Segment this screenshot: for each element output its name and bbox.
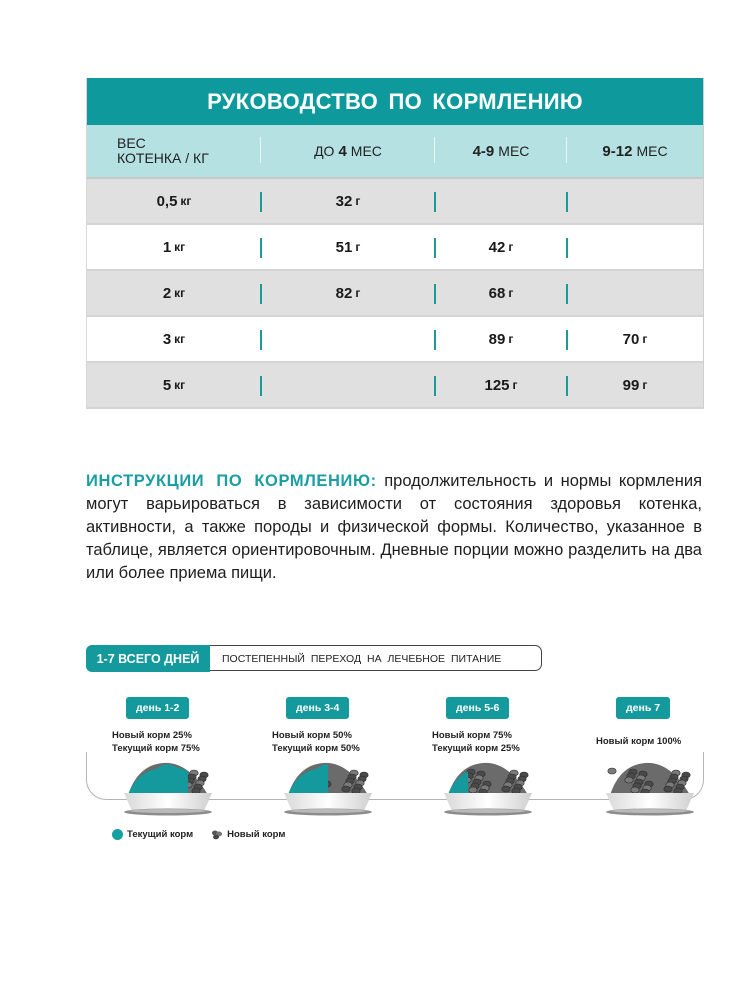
day-badge: день 5-6 (446, 697, 509, 719)
weight-cell (87, 271, 261, 315)
header-age-4-9 (435, 125, 567, 177)
cell-value: 32 (335, 192, 353, 210)
legend-current-label: Текущий корм (127, 829, 194, 840)
portion-4-9-cell (435, 271, 567, 315)
cell-unit: кг (174, 332, 186, 346)
portion-9-12-cell (567, 179, 703, 223)
header-num: 9-12 (602, 142, 633, 160)
cell-unit: г (512, 378, 518, 392)
cell-unit: кг (174, 286, 186, 300)
portion-up-to-4-cell (261, 363, 435, 407)
legend-new-label: Новый корм (227, 829, 286, 840)
cell-unit: г (508, 240, 514, 254)
cell-value: 5 (162, 376, 172, 394)
table-row (87, 179, 703, 225)
weight-cell (87, 179, 261, 223)
new-food-kibble-icon (211, 829, 223, 840)
food-bowl-icon (600, 749, 700, 817)
food-bowl-icon (118, 749, 218, 817)
portion-9-12-cell (567, 317, 703, 361)
weight-cell (87, 225, 261, 269)
total-days-badge: 1-7 ВСЕГО ДНЕЙ (86, 645, 210, 672)
cell-value: 99 (622, 376, 640, 394)
table-header-row (87, 125, 703, 179)
table-row (87, 317, 703, 363)
cell-value: 68 (488, 284, 506, 302)
current-food-ratio: Текущий корм 50% (272, 743, 360, 754)
portion-9-12-cell (567, 225, 703, 269)
cell-value: 1 (162, 238, 172, 256)
current-food-ratio: Текущий корм 75% (112, 743, 200, 754)
new-food-ratio: Новый корм 25% (112, 730, 192, 741)
header-age-up-to-4 (261, 125, 435, 177)
cell-unit: г (642, 378, 648, 392)
cell-value: 3 (162, 330, 172, 348)
table-title: РУКОВОДСТВО ПО КОРМЛЕНИЮ (87, 78, 703, 125)
cell-value: 42 (488, 238, 506, 256)
table-body (87, 179, 703, 409)
header-unit: МЕС (636, 143, 668, 159)
header-num: 4 (338, 142, 347, 160)
cell-unit: кг (174, 378, 186, 392)
day-badge: день 1-2 (126, 697, 189, 719)
header-weight (87, 125, 261, 177)
food-bowl-icon (438, 749, 538, 817)
header-num: 4-9 (472, 142, 495, 160)
cell-value: 70 (622, 330, 640, 348)
cell-value: 2 (162, 284, 172, 302)
cell-unit: г (355, 194, 361, 208)
cell-unit: кг (174, 240, 186, 254)
table-row (87, 271, 703, 317)
table-row (87, 225, 703, 271)
new-food-ratio: Новый корм 50% (272, 730, 352, 741)
header-unit: МЕС (350, 143, 382, 159)
instructions-text: продолжительность и нормы кормления могут варьироваться в зависимости от состояния здоровья котенка, активности, а также породы и физической формы. Количество, указанное в таблице, является ориентировочным. Дневные порции можно разделить на два или более приема пищи. (86, 472, 702, 582)
portion-9-12-cell (567, 363, 703, 407)
header-weight-line2: КОТЕНКА / КГ (117, 150, 209, 166)
cell-unit: кг (180, 194, 192, 208)
transition-title: ПОСТЕПЕННЫЙ ПЕРЕХОД НА ЛЕЧЕБНОЕ ПИТАНИЕ (222, 652, 502, 665)
current-food-ratio: Текущий корм 25% (432, 743, 520, 754)
instructions-lead: ИНСТРУКЦИИ ПО КОРМЛЕНИЮ: (86, 472, 377, 490)
feeding-instructions (86, 470, 702, 585)
weight-cell (87, 363, 261, 407)
cell-value: 82 (335, 284, 353, 302)
cell-unit: г (355, 240, 361, 254)
portion-up-to-4-cell (261, 225, 435, 269)
cell-unit: г (508, 286, 514, 300)
header-prefix: ДО (314, 143, 335, 159)
header-age-9-12 (567, 125, 703, 177)
cell-value: 51 (335, 238, 353, 256)
portion-9-12-cell (567, 271, 703, 315)
cell-value: 0,5 (156, 192, 178, 210)
header-weight-line1: ВЕС (117, 135, 146, 151)
cell-unit: г (355, 286, 361, 300)
feeding-guide-table (86, 78, 704, 409)
day-badge: день 3-4 (286, 697, 349, 719)
portion-up-to-4-cell (261, 179, 435, 223)
portion-4-9-cell (435, 363, 567, 407)
cell-unit: г (508, 332, 514, 346)
portion-up-to-4-cell (261, 271, 435, 315)
header-unit: МЕС (498, 143, 530, 159)
current-food-swatch-icon (112, 829, 123, 840)
cell-unit: г (642, 332, 648, 346)
table-row (87, 363, 703, 409)
portion-4-9-cell (435, 317, 567, 361)
day-badge: день 7 (616, 697, 670, 719)
cell-value: 89 (488, 330, 506, 348)
weight-cell (87, 317, 261, 361)
mix-ratio (596, 735, 681, 748)
new-food-ratio: Новый корм 75% (432, 730, 512, 741)
portion-4-9-cell (435, 179, 567, 223)
food-bowl-icon (278, 749, 378, 817)
new-food-ratio: Новый корм 100% (596, 736, 682, 747)
portion-up-to-4-cell (261, 317, 435, 361)
cell-value: 125 (484, 376, 510, 394)
legend (112, 829, 285, 840)
portion-4-9-cell (435, 225, 567, 269)
